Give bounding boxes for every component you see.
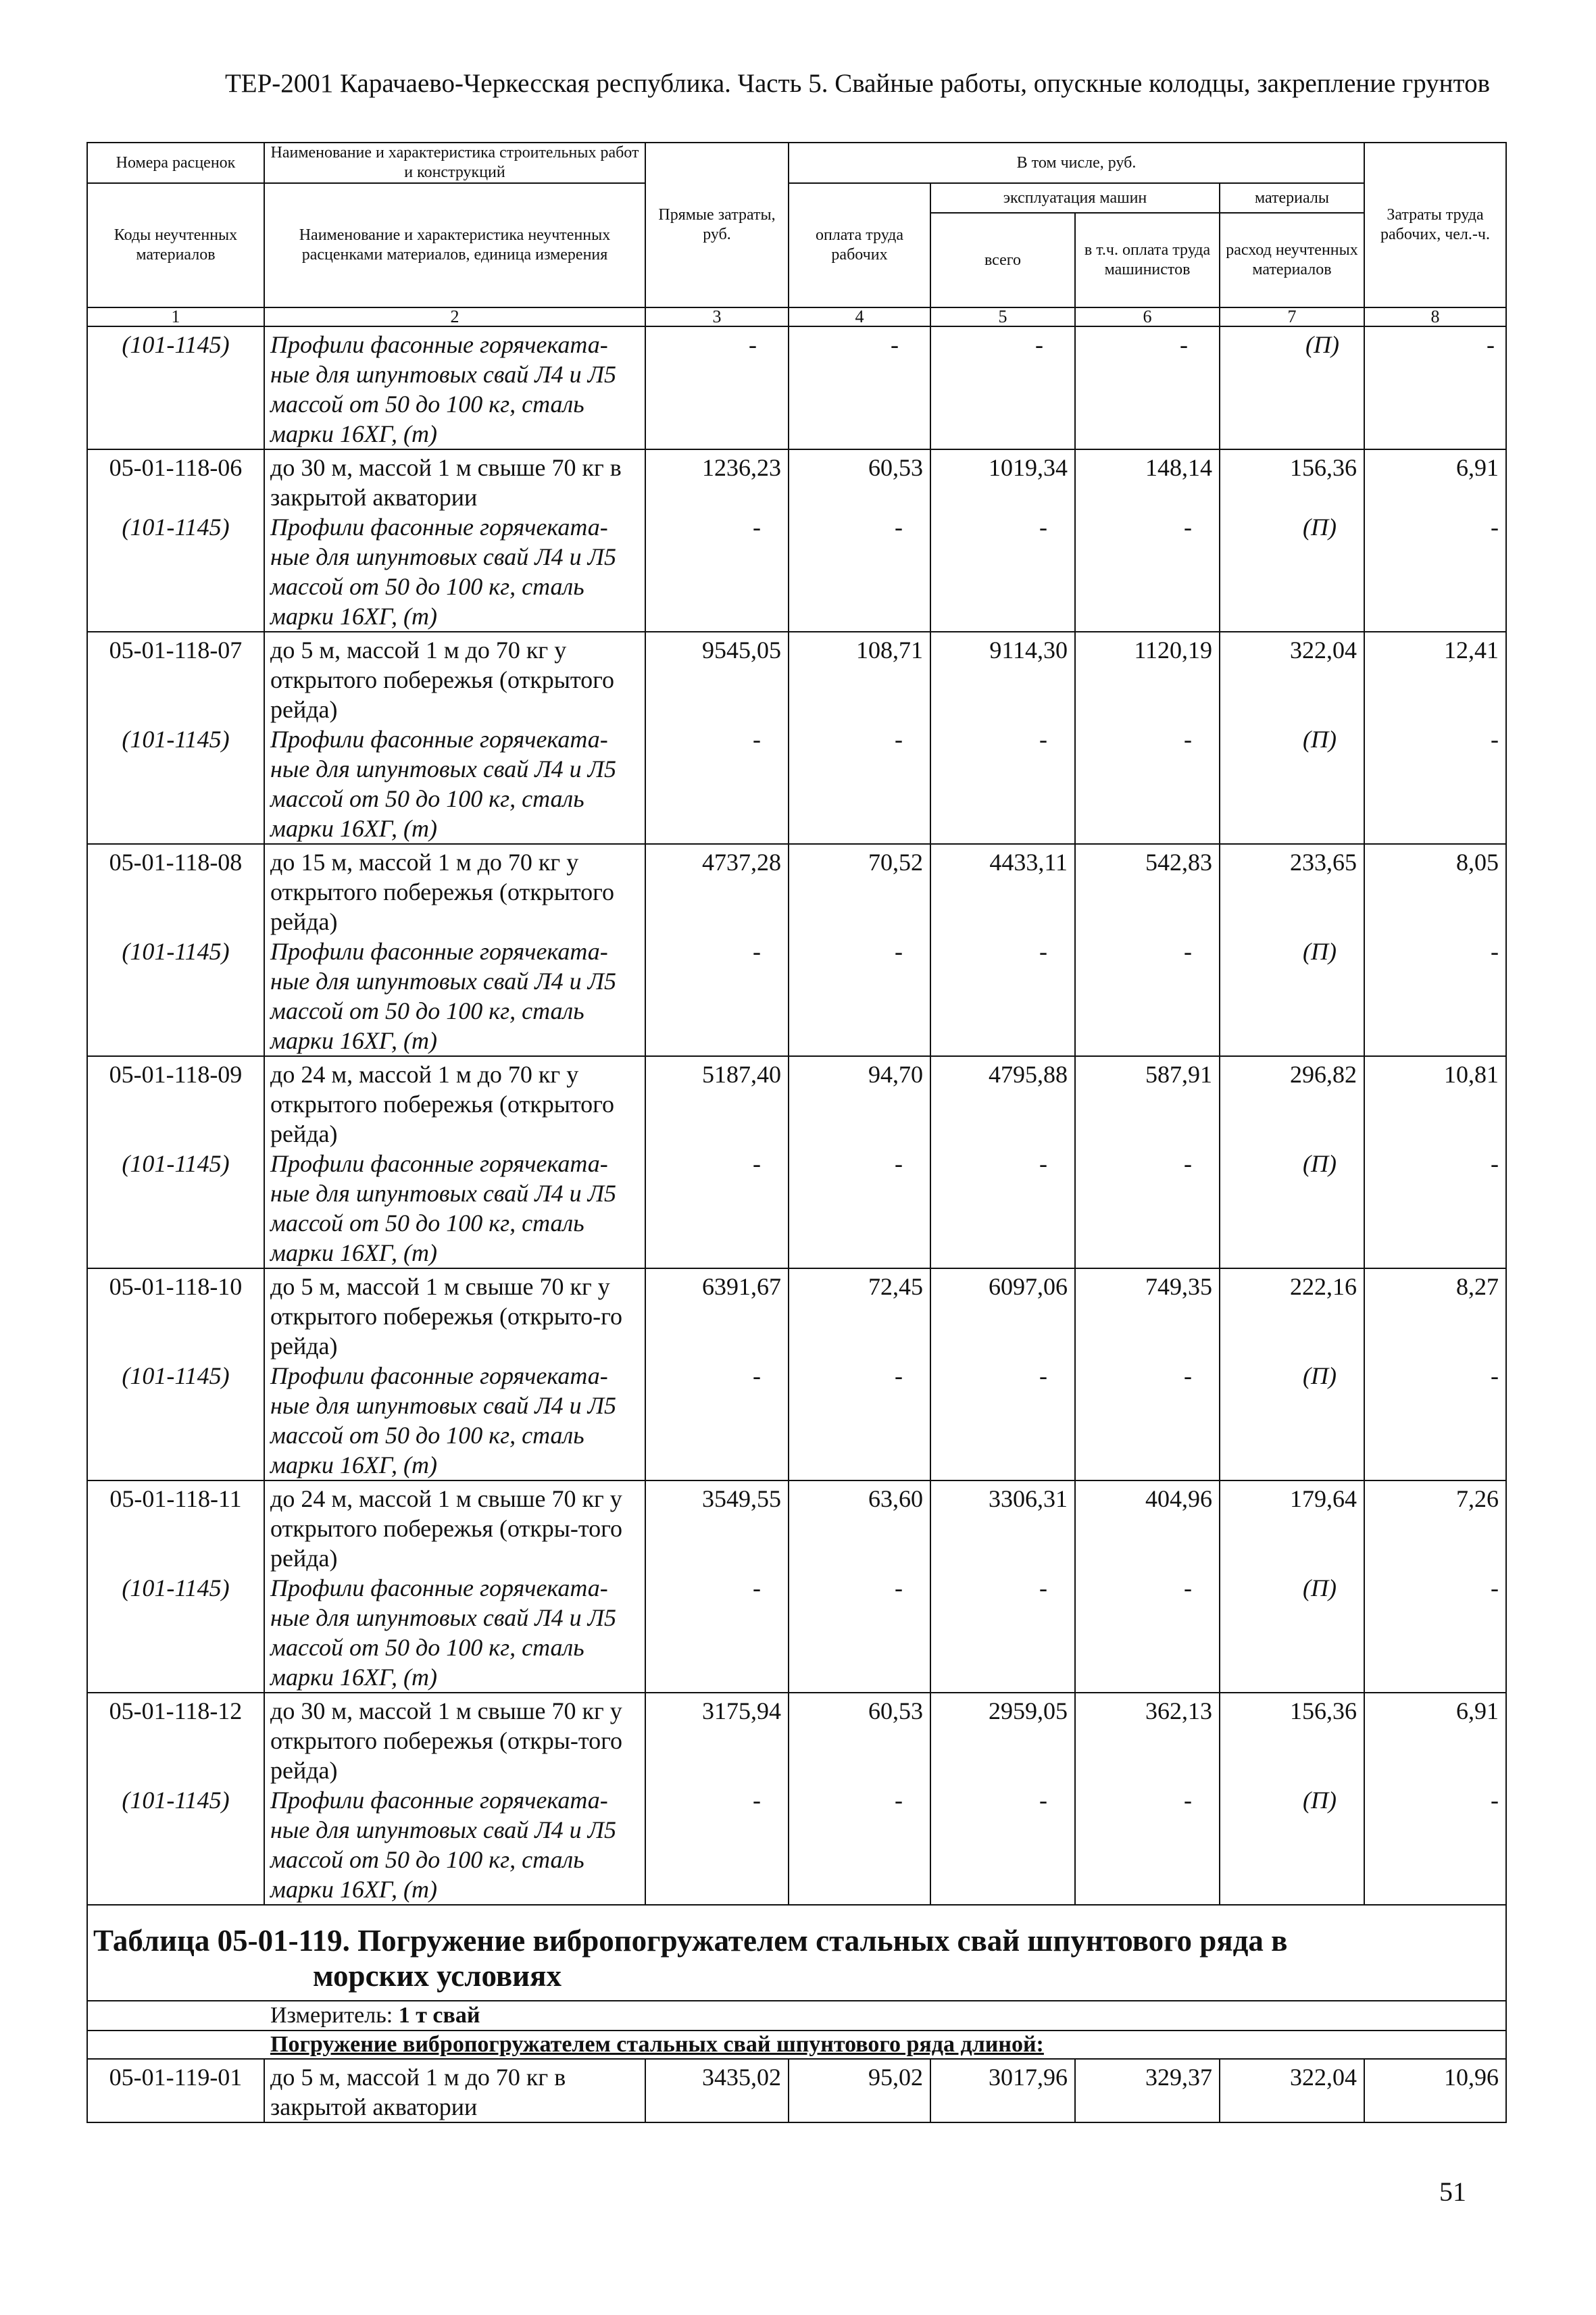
cell-labor: 72,45 [868, 1273, 923, 1300]
cell-material: 156,36 [1290, 454, 1357, 481]
cell-direct: 3435,02 [645, 2059, 789, 2122]
material-code: (101-1145) [122, 1150, 230, 1177]
page-number: 51 [1439, 2176, 1466, 2207]
cell-mach: 9114,30 [989, 637, 1068, 664]
cell-hours: 10,96 [1364, 2059, 1506, 2122]
rate-desc: до 30 м, массой 1 м свыше 70 кг в закрытой акватории [270, 454, 622, 511]
rate-desc: до 5 м, массой 1 м до 70 кг в закрытой акватории [264, 2059, 645, 2122]
cell-material: 322,04 [1290, 637, 1357, 664]
material-desc: Профили фасонные горячеката-ные для шпунтовых свай Л4 и Л5 массой от 50 до 100 кг, сталь марки 16ХГ, (т) [270, 726, 616, 842]
cell-mach-labor: 749,35 [1145, 1273, 1212, 1300]
cell-direct: 6391,67 [702, 1273, 781, 1300]
cell-material: 222,16 [1290, 1273, 1357, 1300]
rate-code: 05-01-119-01 [87, 2059, 264, 2122]
material-desc: Профили фасонные горячеката-ные для шпунтовых свай Л4 и Л5 массой от 50 до 100 кг, сталь марки 16ХГ, (т) [270, 514, 616, 630]
rate-desc: до 5 м, массой 1 м до 70 кг у открытого побережья (открытого рейда) [270, 637, 615, 723]
table-119-subheading: Погружение вибропогружателем стальных свай шпунтового ряда длиной: [87, 2031, 1506, 2059]
cell-direct: - [645, 326, 789, 449]
cell-mach-labor: 362,13 [1145, 1697, 1212, 1724]
cell-hours: 10,81 [1444, 1061, 1499, 1088]
cell-mach: 4795,88 [989, 1061, 1068, 1088]
material-desc: Профили фасонные горячеката-ные для шпунтовых свай Л4 и Л5 массой от 50 до 100 кг, сталь марки 16ХГ, (т) [270, 1150, 616, 1266]
table-row: 05-01-118-08 (101-1145) до 15 м, массой 1 м до 70 кг у открытого побережья (открытого рейда) Профили фасонные горячеката-ные для шпунтовых свай Л4 и Л5 массой от 50 до 100 кг, сталь марки 16ХГ, (т) 4737,28 - 70,52 - 4433,11 - 542,83 - 233,65 (П) 8,05 - [87, 844, 1506, 1056]
rate-code: 05-01-118-06 [109, 454, 243, 481]
header-direct-costs: Прямые затраты, руб. [645, 143, 789, 307]
material-code: (101-1145) [122, 1362, 230, 1389]
col-num: 3 [645, 307, 789, 326]
col-num: 8 [1364, 307, 1506, 326]
cell-direct: 1236,23 [702, 454, 781, 481]
rate-code: 05-01-118-12 [109, 1697, 243, 1724]
cell-mach: 4433,11 [989, 849, 1068, 876]
cell-hours: 12,41 [1444, 637, 1499, 664]
cell-mach: 2959,05 [989, 1697, 1068, 1724]
cell-mach-labor: - [1075, 326, 1220, 449]
header-labor-hours: Затраты труда рабочих, чел.-ч. [1364, 143, 1506, 307]
cell-labor: 95,02 [789, 2059, 930, 2122]
rate-desc: до 30 м, массой 1 м свыше 70 кг у открытого побережья (откры-того рейда) [270, 1697, 623, 1784]
table-row: 05-01-118-11 (101-1145) до 24 м, массой 1 м свыше 70 кг у открытого побережья (откры-того рейда) Профили фасонные горячеката-ные для шпунтовых свай Л4 и Л5 массой от 50 до 100 кг, сталь марки 16ХГ, (т) 3549,55 - 63,60 - 3306,31 - 404,96 - 179,64 (П) 7,26 - [87, 1480, 1506, 1693]
cell-material: 296,82 [1290, 1061, 1357, 1088]
cell-material: 322,04 [1220, 2059, 1364, 2122]
table-row: 05-01-118-09 (101-1145) до 24 м, массой 1 м до 70 кг у открытого побережья (открытого рейда) Профили фасонные горячеката-ные для шпунтовых свай Л4 и Л5 массой от 50 до 100 кг, сталь марки 16ХГ, (т) 5187,40 - 94,70 - 4795,88 - 587,91 - 296,82 (П) 10,81 - [87, 1056, 1506, 1268]
header-including: В том числе, руб. [789, 143, 1364, 183]
cell-mach: 6097,06 [989, 1273, 1068, 1300]
cell-labor: - [789, 326, 930, 449]
cell-mach-labor: 404,96 [1145, 1485, 1212, 1512]
header-rate-numbers: Номера расценок [87, 143, 264, 183]
header-material-codes: Коды неучтенных материалов [87, 183, 264, 307]
header-operator-pay: в т.ч. оплата труда машинистов [1075, 213, 1220, 307]
rate-desc: до 5 м, массой 1 м свыше 70 кг у открытого побережья (открыто-го рейда) [270, 1273, 623, 1360]
page-header: ТЕР-2001 Карачаево-Черкесская республика. Часть 5. Свайные работы, опускные колодцы, закрепление грунтов [224, 69, 1490, 98]
table-row: 05-01-118-07 (101-1145) до 5 м, массой 1 м до 70 кг у открытого побережья (открытого рейда) Профили фасонные горячеката-ные для шпунтовых свай Л4 и Л5 массой от 50 до 100 кг, сталь марки 16ХГ, (т) 9545,05 - 108,71 - 9114,30 - 1120,19 - 322,04 (П) 12,41 - [87, 632, 1506, 844]
cell-mach: 3306,31 [989, 1485, 1068, 1512]
cell-mach: 3017,96 [930, 2059, 1075, 2122]
cell-mach-labor: 148,14 [1145, 454, 1212, 481]
rates-table [86, 142, 1507, 2123]
material-desc: Профили фасонные горячеката-ные для шпунтовых свай Л4 и Л5 массой от 50 до 100 кг, сталь марки 16ХГ, (т) [270, 938, 616, 1054]
rate-code: 05-01-118-07 [109, 637, 243, 664]
col-num: 1 [87, 307, 264, 326]
cell-direct: 3175,94 [702, 1697, 781, 1724]
header-machines-total: всего [930, 213, 1075, 307]
table-row: 05-01-118-10 (101-1145) до 5 м, массой 1 м свыше 70 кг у открытого побережья (открыто-го рейда) Профили фасонные горячеката-ные для шпунтовых свай Л4 и Л5 массой от 50 до 100 кг, сталь марки 16ХГ, (т) 6391,67 - 72,45 - 6097,06 - 749,35 - 222,16 (П) 8,27 - [87, 1268, 1506, 1480]
cell-labor: 63,60 [868, 1485, 923, 1512]
col-num: 5 [930, 307, 1075, 326]
cell-direct: 3549,55 [702, 1485, 781, 1512]
rate-desc: до 24 м, массой 1 м свыше 70 кг у открытого побережья (откры-того рейда) [270, 1485, 623, 1572]
cell-direct: 4737,28 [702, 849, 781, 876]
cell-mach: - [930, 326, 1075, 449]
rate-desc: до 15 м, массой 1 м до 70 кг у открытого побережья (открытого рейда) [270, 849, 615, 935]
cell-hours: 8,05 [1456, 849, 1499, 876]
header-material-use: расход неучтенных материалов [1220, 213, 1364, 307]
cell-mach: 1019,34 [989, 454, 1068, 481]
cell-labor: 60,53 [868, 454, 923, 481]
col-num: 7 [1220, 307, 1364, 326]
cell-direct: 5187,40 [702, 1061, 781, 1088]
cell-material: 179,64 [1290, 1485, 1357, 1512]
material-code: (101-1145) [122, 726, 230, 753]
col-num: 2 [264, 307, 645, 326]
cell-hours: 8,27 [1456, 1273, 1499, 1300]
rate-code: 05-01-118-09 [109, 1061, 243, 1088]
cell-hours: 6,91 [1456, 1697, 1499, 1724]
cell-material: 233,65 [1290, 849, 1357, 876]
cell-mach-labor: 587,91 [1145, 1061, 1212, 1088]
rate-code: 05-01-118-08 [109, 849, 243, 876]
cell-hours: 7,26 [1456, 1485, 1499, 1512]
table-119-title: Таблица 05-01-119. Погружение вибропогружателем стальных свай шпунтового ряда в морских условиях [87, 1905, 1506, 2001]
cell-hours: 6,91 [1456, 454, 1499, 481]
cell-mach-labor: 1120,19 [1134, 637, 1212, 664]
cell-material: 156,36 [1290, 1697, 1357, 1724]
material-desc: Профили фасонные горячеката-ные для шпунтовых свай Л4 и Л5 массой от 50 до 100 кг, сталь марки 16ХГ, (т) [270, 1362, 616, 1478]
cell-labor: 94,70 [868, 1061, 923, 1088]
header-work-name: Наименование и характеристика строительных работ и конструкций [264, 143, 645, 183]
table-row: 05-01-118-12 (101-1145) до 30 м, массой 1 м свыше 70 кг у открытого побережья (откры-того рейда) Профили фасонные горячеката-ные для шпунтовых свай Л4 и Л5 массой от 50 до 100 кг, сталь марки 16ХГ, (т) 3175,94 - 60,53 - 2959,05 - 362,13 - 156,36 (П) 6,91 - [87, 1693, 1506, 1905]
header-materials: материалы [1220, 183, 1364, 213]
table-row [87, 2059, 1506, 2122]
material-code: (101-1145) [122, 1787, 230, 1814]
col-num: 6 [1075, 307, 1220, 326]
cell-direct: 9545,05 [702, 637, 781, 664]
rate-code: 05-01-118-10 [109, 1273, 243, 1300]
cell-material: (П) [1220, 326, 1364, 449]
cell-labor: 60,53 [868, 1697, 923, 1724]
col-num: 4 [789, 307, 930, 326]
cell-labor: 108,71 [856, 637, 923, 664]
header-worker-pay: оплата труда рабочих [789, 183, 930, 307]
material-code: (101-1145) [122, 1574, 230, 1601]
table-119-measure: Измеритель: 1 т свай [87, 2001, 1506, 2031]
material-code: (101-1145) [122, 514, 230, 541]
cell-hours: - [1364, 326, 1506, 449]
material-desc: Профили фасонные горячеката-ные для шпунтовых свай Л4 и Л5 массой от 50 до 100 кг, сталь марки 16ХГ, (т) [264, 326, 645, 449]
header-material-name: Наименование и характеристика неучтенных расценками материалов, единица измерения [264, 183, 645, 307]
rate-code: 05-01-118-11 [109, 1485, 242, 1512]
rate-desc: до 24 м, массой 1 м до 70 кг у открытого побережья (открытого рейда) [270, 1061, 615, 1147]
material-code: (101-1145) [87, 326, 264, 449]
material-code: (101-1145) [122, 938, 230, 965]
header-machines: эксплуатация машин [930, 183, 1220, 213]
cell-labor: 70,52 [868, 849, 923, 876]
material-desc: Профили фасонные горячеката-ные для шпунтовых свай Л4 и Л5 массой от 50 до 100 кг, сталь марки 16ХГ, (т) [270, 1787, 616, 1903]
cell-mach-labor: 542,83 [1145, 849, 1212, 876]
table-row: 05-01-118-06 (101-1145) до 30 м, массой 1 м свыше 70 кг в закрытой акватории Профили фасонные горячеката-ные для шпунтовых свай Л4 и Л5 массой от 50 до 100 кг, сталь марки 16ХГ, (т) 1236,23 - 60,53 - 1019,34 - 148,14 - 156,36 (П) 6,91 - [87, 449, 1506, 632]
material-desc: Профили фасонные горячеката-ные для шпунтовых свай Л4 и Л5 массой от 50 до 100 кг, сталь марки 16ХГ, (т) [270, 1574, 616, 1691]
cell-mach-labor: 329,37 [1075, 2059, 1220, 2122]
